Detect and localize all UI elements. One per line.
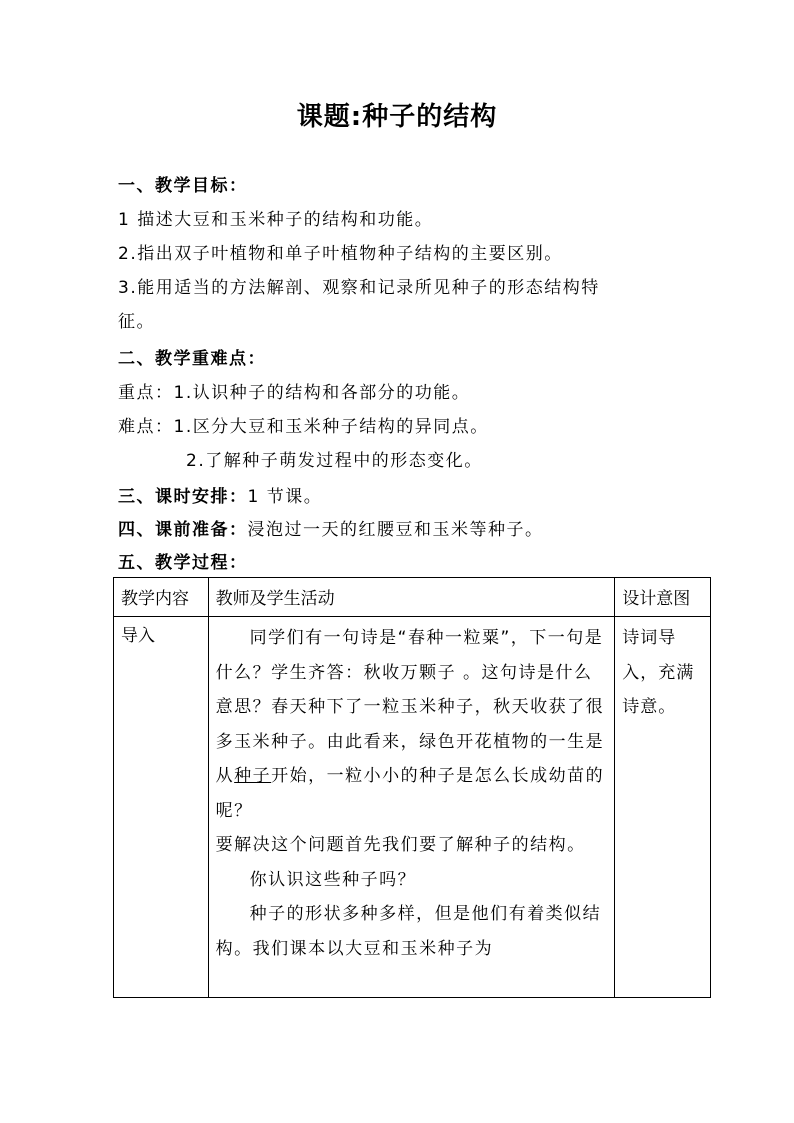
table-row — [114, 617, 711, 998]
goal-item-3: 3.能用适当的方法解剖、观察和记录所见种子的形态结构特 — [118, 278, 600, 298]
cell-activity — [208, 617, 615, 998]
schedule-line — [118, 482, 322, 507]
schedule-value: 1 节课。 — [247, 487, 323, 507]
header-activity: 教师及学生活动 — [208, 578, 615, 617]
prep-heading: 四、课前准备： — [118, 520, 248, 540]
goals-heading: 一、教学目标： — [118, 176, 248, 196]
teaching-process-table — [113, 577, 711, 998]
content-label: 导入 — [121, 626, 155, 646]
cell-intent — [615, 617, 711, 998]
goal-item-3-continued: 征。 — [118, 312, 155, 332]
key-point: 重点：1.认识种子的结构和各部分的功能。 — [118, 383, 471, 403]
header-intent: 设计意图 — [615, 578, 711, 617]
difficult-point-2: 2.了解种子萌发过程中的形态变化。 — [186, 451, 483, 471]
table-header-row — [114, 578, 711, 617]
intent-text: 诗词导入，充满诗意。 — [622, 628, 695, 717]
activity-paragraph-3: 你认识这些种子吗？ — [249, 869, 417, 890]
difficult-point-1: 难点：1.区分大豆和玉米种子结构的异同点。 — [118, 417, 489, 437]
activity-p1-text: 同学们有一句诗是“春种一粒粟”，下一句是什么？学生齐答：秋收万颗子 。这句诗是什么意思？春天种下了一粒玉米种子，秋天收获了很多玉米种子。由此看来，绿色开花植物的一生是从 — [215, 628, 605, 786]
goal-item-2: 2.指出双子叶植物和单子叶植物种子结构的主要区别。 — [118, 244, 563, 264]
activity-p1-tail: 开始，一粒小小的种子是怎么长成幼苗的呢？ — [215, 766, 605, 821]
cell-content — [114, 617, 209, 998]
keypoints-heading: 二、教学重难点： — [118, 349, 266, 369]
activity-paragraph-1 — [216, 621, 609, 828]
prep-line — [118, 515, 544, 540]
goal-item-1: 1 描述大豆和玉米种子的结构和功能。 — [118, 210, 434, 230]
activity-paragraph-4: 种子的形状多种多样，但是他们有着类似结构。我们课本以大豆和玉米种子为 — [215, 904, 602, 959]
process-heading: 五、教学过程： — [118, 553, 248, 573]
prep-value: 浸泡过一天的红腰豆和玉米等种子。 — [247, 520, 544, 540]
activity-paragraph-2: 要解决这个问题首先我们要了解种子的结构。 — [215, 835, 586, 855]
document-title: 课题:种子的结构 — [296, 102, 498, 132]
header-content: 教学内容 — [114, 578, 209, 617]
activity-p1-underlined: 种子 — [234, 766, 272, 786]
schedule-heading: 三、课时安排： — [118, 487, 248, 507]
